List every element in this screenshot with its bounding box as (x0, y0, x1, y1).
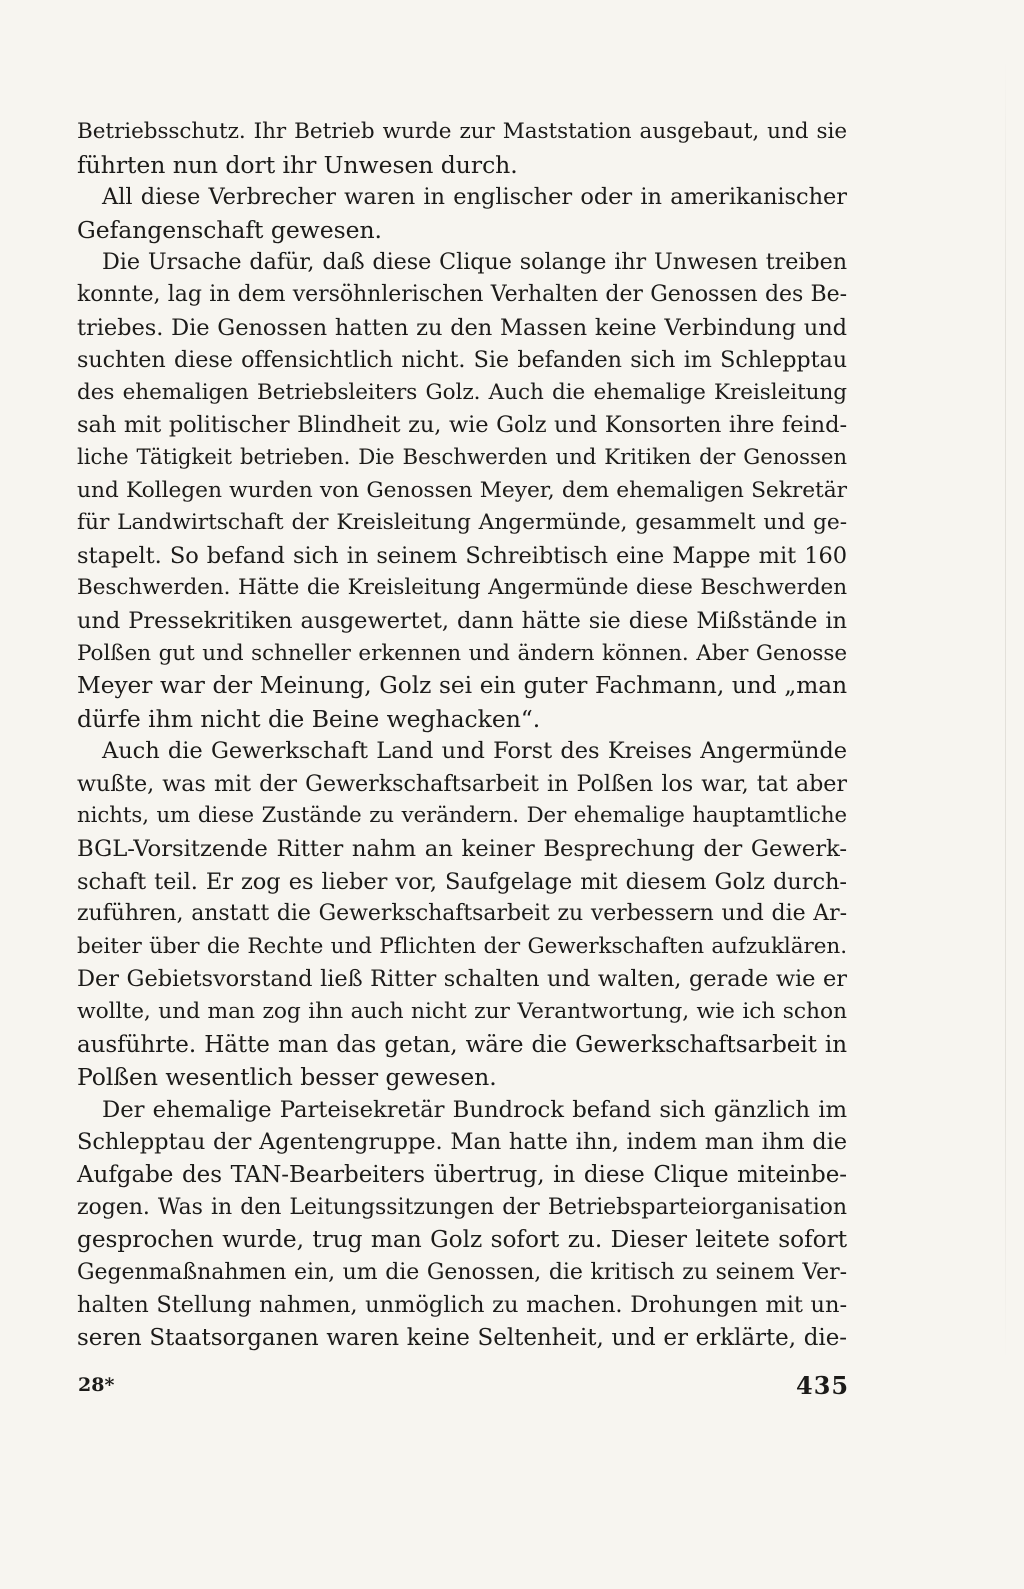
text-line: Gegenmaßnahmen ein, um die Genossen, die kritisch zu seinem Ver- (77, 1259, 847, 1285)
text-line: beiter über die Rechte und Pflichten der Gewerkschaften aufzuklären. (77, 933, 847, 959)
text-line: Gefangenschaft gewesen. (77, 215, 382, 244)
text-line: Aufgabe des TAN-Bearbeiters übertrug, in diese Clique miteinbe- (77, 1162, 847, 1188)
text-line: und Pressekritiken ausgewertet, dann hätte sie diese Mißstände in (77, 607, 847, 634)
page-number: 435 (796, 1371, 850, 1400)
text-line: wußte, was mit der Gewerkschaftsarbeit in Polßen los war, tat aber (77, 770, 847, 797)
text-line: stapelt. So befand sich in seinem Schreibtisch eine Mappe mit 160 (77, 542, 847, 569)
text-line: führten nun dort ihr Unwesen durch. (77, 150, 518, 179)
text-line: Meyer war der Meinung, Golz sei ein guter Fachmann, und „man (77, 672, 847, 700)
body-text (77, 116, 847, 1355)
text-line: zogen. Was in den Leitungssitzungen der Betriebsparteiorganisation (77, 1194, 847, 1220)
text-line: Polßen wesentlich besser gewesen. (77, 1063, 497, 1092)
text-line: des ehemaligen Betriebsleiters Golz. Auch die ehemalige Kreisleitung (77, 379, 847, 405)
text-line: Beschwerden. Hätte die Kreisleitung Angermünde diese Beschwerden (77, 575, 847, 601)
text-line: Die Ursache dafür, daß diese Clique solange ihr Unwesen treiben (102, 249, 847, 276)
text-line: zuführen, anstatt die Gewerkschaftsarbeit zu verbessern und die Ar- (77, 901, 847, 927)
text-line: BGL-Vorsitzende Ritter nahm an keiner Besprechung der Gewerk- (77, 836, 847, 863)
text-line: wollte, und man zog ihn auch nicht zur Verantwortung, wie ich schon (77, 999, 847, 1025)
text-line: dürfe ihm nicht die Beine weghacken“. (77, 704, 541, 733)
text-line: Schlepptau der Agentengruppe. Man hatte ihn, indem man ihm die (77, 1129, 847, 1156)
page-edge-shadow (1005, 60, 1006, 1360)
text-line: liche Tätigkeit betrieben. Die Beschwerden und Kritiken der Genossen (77, 444, 847, 470)
text-line: All diese Verbrecher waren in englischer oder in amerikanischer (102, 184, 847, 211)
text-line: nichts, um diese Zustände zu verändern. Der ehemalige hauptamtliche (77, 803, 847, 829)
text-line: Betriebsschutz. Ihr Betrieb wurde zur Maststation ausgebaut, und sie (77, 119, 847, 144)
text-line: und Kollegen wurden von Genossen Meyer, dem ehemaligen Sekretär (77, 477, 847, 503)
signature-mark: 28* (78, 1374, 115, 1396)
text-line: halten Stellung nahmen, unmöglich zu machen. Drohungen mit un- (77, 1292, 847, 1319)
text-line: seren Staatsorganen waren keine Seltenheit, und er erklärte, die- (77, 1324, 847, 1351)
text-line: Auch die Gewerkschaft Land und Forst des Kreises Angermünde (102, 738, 847, 765)
text-line: triebes. Die Genossen hatten zu den Massen keine Verbindung und (77, 314, 847, 341)
text-line: konnte, lag in dem versöhnlerischen Verhalten der Genossen des Be- (77, 281, 847, 307)
text-line: Der Gebietsvorstand ließ Ritter schalten und walten, gerade wie er (77, 966, 847, 993)
text-line: Der ehemalige Parteisekretär Bundrock befand sich gänzlich im (102, 1096, 847, 1123)
text-line: Polßen gut und schneller erkennen und ändern können. Aber Genosse (77, 640, 847, 666)
text-line: suchten diese offensichtlich nicht. Sie befanden sich im Schlepptau (77, 347, 847, 374)
text-line: gesprochen wurde, trug man Golz sofort zu. Dieser leitete sofort (77, 1226, 847, 1254)
text-line: schaft teil. Er zog es lieber vor, Saufgelage mit diesem Golz durch- (77, 868, 847, 895)
text-line: ausführte. Hätte man das getan, wäre die Gewerkschaftsarbeit in (77, 1031, 847, 1058)
text-line: für Landwirtschaft der Kreisleitung Angermünde, gesammelt und ge- (77, 510, 847, 536)
text-line: sah mit politischer Blindheit zu, wie Golz und Konsorten ihre feind- (77, 412, 847, 439)
